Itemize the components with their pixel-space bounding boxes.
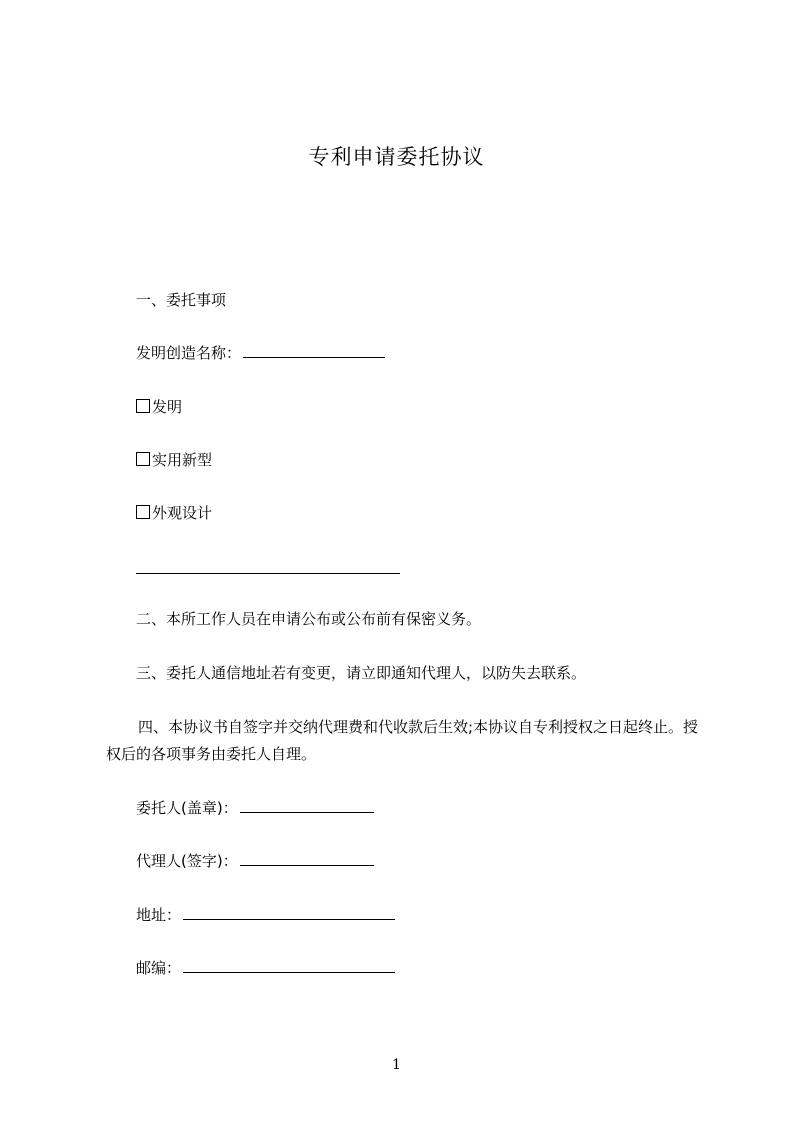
option-utility-model [136,449,212,471]
invention-checkbox[interactable] [136,399,150,413]
option-invention [136,396,182,418]
invention-name-blank[interactable] [243,343,385,358]
clause-confidentiality: 二、本所工作人员在申请公布或公布前有保密义务。 [136,610,482,628]
agent-signature-label: 代理人(签字)： [136,852,238,870]
section-heading-entrusted-matters: 一、委托事项 [136,291,227,309]
agent-signature-line [136,850,374,872]
client-seal-label: 委托人(盖章)： [136,799,238,817]
client-seal-line [136,797,374,819]
option-utility-model-label: 实用新型 [152,451,213,469]
clause-address-change: 三、委托人通信地址若有变更，请立即通知代理人，以防失去联系。 [136,664,587,682]
document-title: 专利申请委托协议 [308,145,485,169]
address-label: 地址： [136,906,182,924]
invention-name-label: 发明创造名称： [136,344,242,362]
design-checkbox[interactable] [136,505,150,519]
invention-name-line [136,342,385,364]
address-blank[interactable] [183,905,395,920]
agent-signature-blank[interactable] [240,851,374,866]
blank-underline[interactable] [136,573,400,574]
clause-effectiveness: 四、本协议书自签字并交纳代理费和代收款后生效;本协议自专利授权之日起终止。授权后的各项事务由委托人自理。 [106,718,699,763]
option-design-label: 外观设计 [152,504,213,522]
postcode-line [136,957,395,979]
postcode-label: 邮编： [136,959,182,977]
option-design [136,502,212,524]
postcode-blank[interactable] [183,958,395,973]
page-number: 1 [392,1057,401,1073]
option-invention-label: 发明 [152,398,183,416]
address-line [136,904,395,926]
client-seal-blank[interactable] [240,798,374,813]
utility-model-checkbox[interactable] [136,452,150,466]
